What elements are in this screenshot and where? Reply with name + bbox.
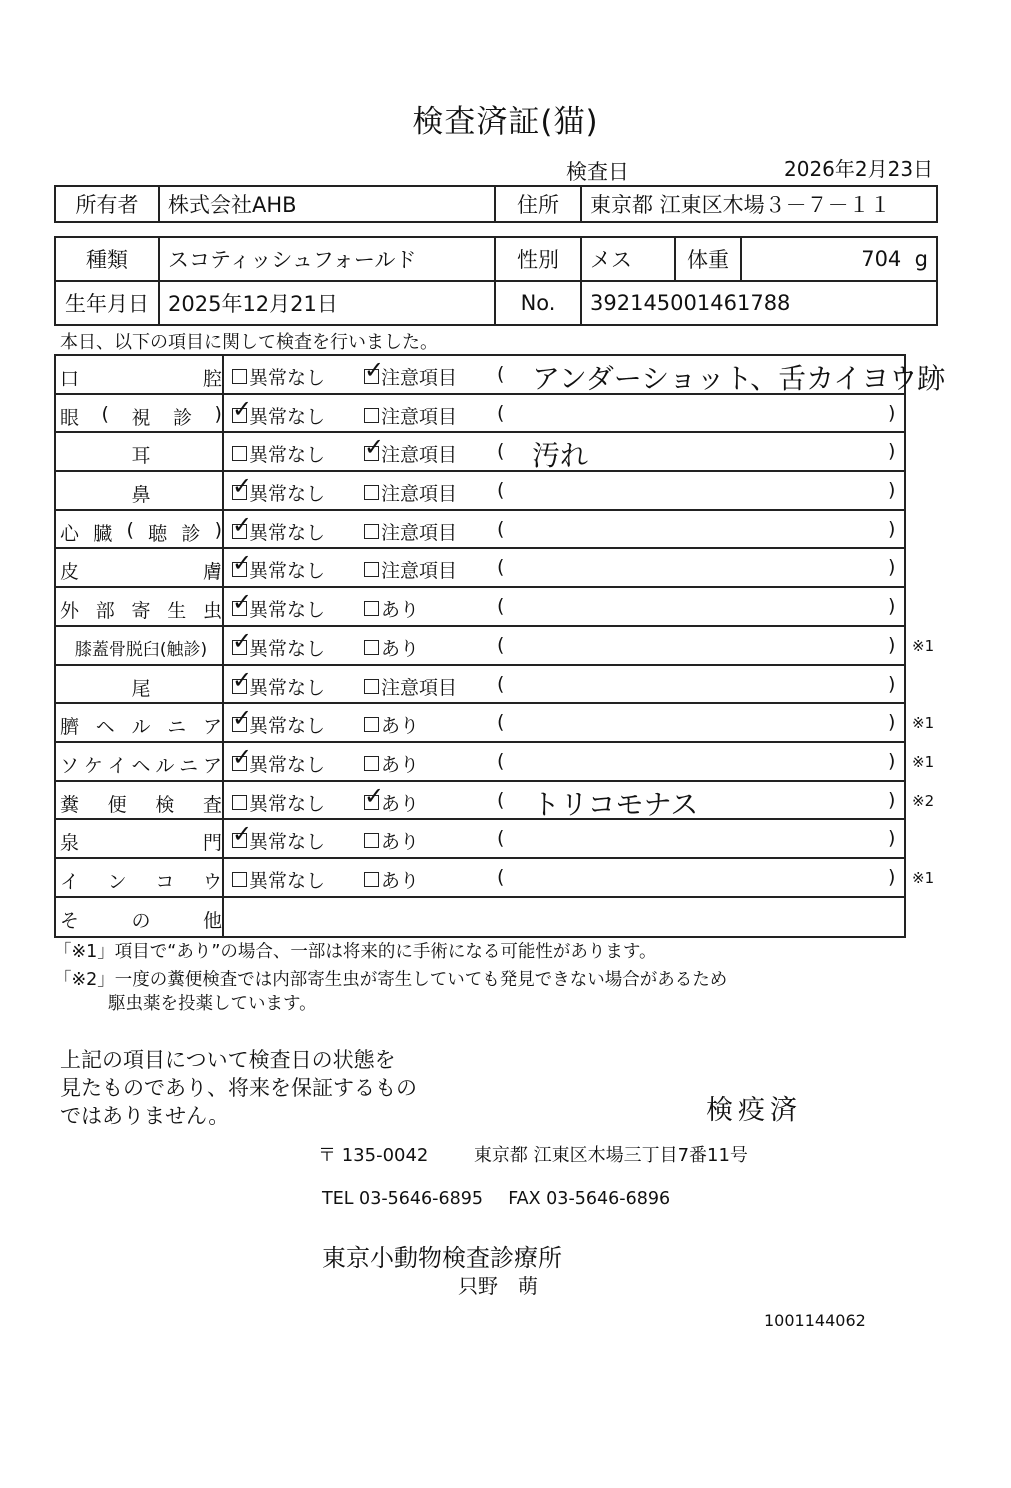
item-label	[60, 751, 222, 778]
handwritten-note: トリコモナス	[532, 787, 699, 821]
footnote-marker: ※2	[912, 791, 935, 810]
clinic-fax: FAX 03-5646-6896	[508, 1189, 671, 1209]
checkmark-icon: ✓	[232, 394, 253, 423]
disclaimer-line: 見たものであり、将来を保証するもの	[60, 1076, 417, 1100]
document-title: 検査済証(猫)	[412, 104, 599, 140]
column-divider	[222, 859, 224, 896]
item-label-char: ン	[107, 870, 127, 893]
item-label-char: 診	[181, 522, 201, 545]
item-label	[60, 364, 222, 391]
inspection-row	[56, 859, 935, 898]
finding-option[interactable]	[364, 781, 420, 816]
item-label-char: 査	[202, 793, 222, 816]
sex-label: 性別	[495, 237, 581, 281]
checkmark-icon: ✓	[232, 626, 253, 655]
checkmark-icon: ✓	[232, 742, 253, 771]
checkbox[interactable]	[232, 446, 247, 461]
item-label	[60, 790, 222, 817]
clinic-address: 東京都 江東区木場三丁目7番11号	[473, 1145, 748, 1166]
option-label: 注意項目	[381, 483, 458, 506]
note-paren-close: )	[888, 749, 896, 772]
checkmark-icon: ✓	[364, 433, 385, 462]
item-label-char: )	[214, 518, 222, 541]
item-label-char: 泉	[60, 832, 80, 855]
number-value: 392145001461788	[581, 281, 937, 325]
no-abnormality-option[interactable]	[232, 866, 325, 893]
checkbox[interactable]	[232, 510, 253, 539]
checkbox[interactable]	[364, 717, 379, 732]
weight-unit: g	[914, 247, 928, 271]
clinic-postal: 〒 135-0042	[318, 1145, 429, 1166]
option-label: 異常なし	[249, 444, 326, 467]
item-label-char: 虫	[202, 600, 222, 623]
inspection-row	[56, 626, 935, 666]
column-divider	[222, 782, 224, 819]
item-label-char: 皮	[60, 561, 80, 584]
item-label-char: ヘ	[131, 754, 151, 777]
checkbox[interactable]	[364, 601, 379, 616]
item-label-char: (	[101, 402, 109, 425]
item-label	[60, 557, 222, 584]
note-paren-open: (	[497, 711, 505, 734]
item-label-char: ニ	[179, 754, 199, 777]
option-label: あり	[381, 831, 420, 854]
option-label: 異常なし	[249, 869, 326, 892]
inspection-row	[56, 898, 904, 937]
item-label-char: ケ	[83, 754, 103, 777]
checkbox[interactable]	[364, 356, 385, 384]
item-label	[60, 596, 222, 623]
disclaimer-line: ではありません。	[60, 1104, 230, 1128]
option-label: 異常なし	[249, 483, 326, 506]
owner-label: 所有者	[55, 186, 159, 222]
item-label	[60, 712, 222, 739]
checkbox[interactable]	[364, 408, 379, 423]
checkbox[interactable]	[364, 485, 379, 500]
finding-option[interactable]	[364, 433, 458, 467]
item-label-char: イ	[107, 754, 127, 777]
note-paren-open: (	[497, 827, 505, 850]
disclaimer-line: 上記の項目について検査日の状態を	[60, 1048, 396, 1072]
option-label: 異常なし	[249, 599, 326, 622]
inspection-row	[56, 704, 935, 743]
owner-value: 株式会社AHB	[159, 186, 495, 222]
finding-option[interactable]	[364, 866, 419, 893]
option-label: 注意項目	[381, 367, 458, 389]
item-label-char: 視	[131, 406, 151, 429]
no-abnormality-option[interactable]	[232, 440, 325, 467]
handwritten-note: 汚れ	[532, 439, 589, 473]
item-label-char: ソ	[60, 754, 80, 777]
item-label-char: 臍	[60, 716, 80, 739]
item-label-char: (	[126, 518, 134, 541]
finding-option[interactable]	[364, 518, 457, 545]
clinic-address-line	[318, 1141, 748, 1167]
inspection-row	[56, 781, 935, 821]
inspection-row	[56, 511, 904, 550]
item-label	[60, 519, 222, 546]
item-label	[60, 828, 222, 855]
item-label	[60, 635, 222, 660]
note-paren-open: (	[497, 788, 505, 811]
column-divider	[222, 704, 224, 741]
note-paren-open: (	[497, 749, 505, 772]
item-label-char: 寄	[131, 600, 151, 623]
document-number: 1001144062	[764, 1311, 866, 1330]
checkbox[interactable]	[232, 820, 253, 849]
clinic-tel: TEL 03-5646-6895	[322, 1189, 484, 1209]
finding-option[interactable]	[364, 634, 419, 661]
footnote-marker: ※1	[912, 714, 935, 733]
item-label-char: イ	[60, 870, 80, 893]
inspection-row	[56, 395, 904, 434]
option-label: 異常なし	[249, 676, 326, 699]
inspection-row	[56, 549, 904, 588]
checkmark-icon: ✓	[232, 549, 253, 578]
finding-option[interactable]	[364, 673, 457, 700]
option-label: あり	[381, 753, 420, 776]
footnote-2: 「※2」一度の糞便検査では内部寄生虫が寄生していても発見できない場合があるため	[54, 970, 728, 990]
checkmark-icon: ✓	[364, 781, 385, 810]
checkbox[interactable]	[364, 781, 385, 810]
inspection-row	[56, 820, 904, 859]
checkbox[interactable]	[364, 679, 379, 694]
note-paren-close: )	[888, 865, 896, 888]
finding-option[interactable]	[364, 479, 457, 506]
item-label-char: 糞	[60, 793, 80, 816]
checkbox[interactable]	[232, 472, 253, 501]
checkbox[interactable]	[364, 756, 379, 771]
option-label: 注意項目	[381, 521, 458, 544]
checkmark-icon: ✓	[232, 472, 253, 501]
note-paren-open: (	[497, 672, 505, 695]
weight-cell	[741, 237, 937, 281]
item-label-char: 臓	[93, 522, 113, 545]
column-divider	[222, 472, 224, 509]
item-label-char: ニ	[167, 716, 187, 739]
item-label-char: 膝蓋骨脱臼(触診)	[74, 639, 208, 660]
checkmark-icon: ✓	[232, 704, 253, 733]
owner-table	[54, 185, 938, 223]
note-paren-close: )	[888, 401, 896, 424]
column-divider	[222, 395, 224, 432]
item-label-char: 聴	[148, 522, 168, 545]
address-label: 住所	[495, 186, 581, 222]
column-divider	[222, 820, 224, 857]
sex-value: メス	[581, 237, 675, 281]
option-label: 注意項目	[381, 560, 458, 583]
item-label-char: の	[131, 909, 151, 932]
note-paren-open: (	[497, 440, 505, 463]
checkbox[interactable]	[232, 665, 253, 694]
column-divider	[222, 666, 224, 703]
checkbox[interactable]	[232, 704, 253, 733]
note-paren-close: )	[888, 633, 896, 656]
item-label-char: 腔	[202, 368, 222, 390]
option-label: 異常なし	[249, 560, 326, 583]
item-label	[60, 674, 222, 701]
animal-table	[54, 236, 938, 326]
item-label-char: )	[214, 402, 222, 425]
item-label-char: 部	[95, 600, 115, 623]
checkmark-icon: ✓	[232, 665, 253, 694]
checkbox[interactable]	[232, 588, 253, 617]
note-paren-open: (	[497, 363, 505, 385]
item-label-char: ル	[131, 716, 151, 739]
quarantine-stamp: 検疫済	[706, 1095, 802, 1126]
item-label-char: ア	[202, 716, 222, 739]
note-paren-close: )	[888, 556, 896, 579]
option-label: あり	[381, 869, 420, 892]
item-label-char: 生	[167, 600, 187, 623]
checkbox[interactable]	[364, 872, 379, 887]
inspection-row	[56, 588, 904, 627]
option-label: 異常なし	[249, 637, 326, 660]
finding-option[interactable]	[364, 402, 457, 429]
note-paren-close: )	[888, 595, 896, 618]
finding-option[interactable]	[364, 595, 419, 622]
checkbox[interactable]	[364, 524, 379, 539]
note-paren-close: )	[888, 827, 896, 850]
column-divider	[222, 588, 224, 625]
option-label: あり	[381, 599, 420, 622]
checkbox[interactable]	[232, 549, 253, 578]
weight-label: 体重	[675, 237, 741, 281]
finding-option[interactable]	[364, 750, 419, 777]
item-label-char: 外	[60, 600, 80, 623]
column-divider	[222, 433, 224, 470]
note-paren-open: (	[497, 517, 505, 540]
no-abnormality-option[interactable]	[232, 820, 326, 854]
item-label-char: 眼	[60, 406, 80, 429]
footnote-2-cont: 駆虫薬を投薬しています。	[108, 994, 317, 1014]
item-label-char: 他	[202, 909, 222, 932]
option-label: あり	[381, 792, 420, 815]
option-label: 異常なし	[249, 521, 326, 544]
item-label-char: ル	[155, 754, 175, 777]
item-label-char: ア	[202, 754, 222, 777]
inspection-row	[56, 472, 904, 511]
note-paren-close: )	[888, 517, 896, 540]
footnote-marker: ※1	[912, 752, 935, 771]
finding-option[interactable]	[364, 556, 457, 583]
item-label	[60, 403, 222, 430]
item-label-char: そ	[60, 909, 80, 932]
note-paren-open: (	[497, 595, 505, 618]
option-label: 異常なし	[249, 405, 326, 428]
option-label: 注意項目	[381, 444, 458, 467]
option-label: 注意項目	[381, 676, 458, 699]
checkbox[interactable]	[232, 369, 247, 384]
no-abnormality-option[interactable]	[232, 789, 325, 816]
item-label-char: 診	[173, 406, 193, 429]
option-label: 異常なし	[249, 831, 326, 854]
note-paren-close: )	[888, 672, 896, 695]
intro-text: 本日、以下の項目に関して検査を行いました。	[60, 332, 438, 353]
clinic-name: 東京小動物検査診療所	[322, 1244, 562, 1272]
footnote-marker: ※1	[912, 868, 935, 887]
note-paren-close: )	[888, 479, 896, 502]
finding-option[interactable]	[364, 711, 419, 738]
item-label-char: ウ	[202, 870, 222, 893]
inspection-date-label: 検査日	[566, 160, 629, 184]
option-label: 異常なし	[249, 753, 326, 776]
column-divider	[222, 898, 224, 937]
address-value: 東京都 江東区木場３－７－１１	[581, 186, 937, 222]
note-paren-open: (	[497, 479, 505, 502]
column-divider	[222, 511, 224, 548]
no-abnormality-option[interactable]	[232, 626, 326, 661]
checkmark-icon: ✓	[232, 510, 253, 539]
column-divider	[222, 627, 224, 664]
column-divider	[222, 549, 224, 586]
inspection-row	[56, 433, 904, 472]
inspection-date-value: 2026年2月23日	[784, 157, 934, 181]
note-paren-close: )	[888, 788, 896, 811]
inspection-row	[56, 666, 904, 705]
note-paren-open: (	[497, 633, 505, 656]
item-label-char: 心	[60, 522, 80, 545]
birth-value: 2025年12月21日	[159, 281, 495, 325]
inspection-row	[56, 742, 935, 782]
footnote-1: 「※1」項目で“あり”の場合、一部は将来的に手術になる可能性があります。	[54, 942, 657, 962]
finding-option[interactable]	[364, 356, 458, 390]
option-label: 異常なし	[249, 715, 326, 738]
column-divider	[222, 743, 224, 780]
item-label	[60, 906, 222, 933]
veterinarian-name: 只野 萌	[458, 1274, 538, 1298]
note-paren-open: (	[497, 865, 505, 888]
weight-value: 704	[861, 247, 902, 271]
handwritten-note: アンダーショット、舌カイヨウ跡	[532, 362, 946, 395]
item-label	[60, 441, 222, 468]
number-label: No.	[495, 281, 581, 325]
no-abnormality-option[interactable]	[232, 510, 326, 545]
item-label-char: 耳	[131, 445, 151, 468]
checkbox[interactable]	[364, 433, 385, 462]
item-label	[60, 867, 222, 894]
checkbox[interactable]	[232, 626, 253, 655]
note-paren-close: )	[888, 440, 896, 463]
no-abnormality-option[interactable]	[232, 363, 325, 390]
no-abnormality-option[interactable]	[232, 394, 326, 429]
clinic-contact-line	[322, 1189, 670, 1209]
birth-label: 生年月日	[55, 281, 159, 325]
no-abnormality-option[interactable]	[232, 704, 326, 738]
finding-option[interactable]	[364, 827, 419, 854]
option-label: あり	[381, 715, 420, 738]
checkbox[interactable]	[364, 640, 379, 655]
item-label-char: 尾	[131, 677, 151, 700]
checkbox[interactable]	[364, 562, 379, 577]
checkmark-icon: ✓	[364, 356, 385, 384]
item-label-char: 口	[60, 368, 80, 390]
note-paren-close: )	[888, 711, 896, 734]
item-label	[60, 480, 222, 507]
item-label-char: 鼻	[131, 484, 151, 507]
option-label: 異常なし	[249, 792, 326, 815]
item-label-char: 門	[202, 832, 222, 855]
checkbox[interactable]	[232, 795, 247, 810]
item-label-char: 検	[155, 793, 175, 816]
breed-value: スコティッシュフォールド	[159, 237, 495, 281]
item-label-char: 膚	[202, 561, 222, 584]
breed-label: 種類	[55, 237, 159, 281]
option-label: 異常なし	[249, 367, 326, 389]
inspection-grid	[54, 354, 946, 938]
inspection-row	[56, 356, 946, 395]
item-label-char: コ	[155, 870, 175, 893]
no-abnormality-option[interactable]	[232, 742, 326, 777]
item-label-char: 便	[107, 793, 127, 816]
checkbox[interactable]	[232, 872, 247, 887]
checkbox[interactable]	[232, 742, 253, 771]
disclaimer-statement	[60, 1046, 417, 1130]
no-abnormality-option[interactable]	[232, 665, 326, 700]
option-label: あり	[381, 637, 420, 660]
column-divider	[222, 356, 224, 393]
no-abnormality-option[interactable]	[232, 472, 326, 506]
footnote-marker: ※1	[912, 636, 935, 655]
item-label-char: ヘ	[95, 716, 115, 739]
checkbox[interactable]	[364, 833, 379, 848]
option-label: 注意項目	[381, 405, 458, 428]
note-paren-open: (	[497, 556, 505, 579]
note-paren-open: (	[497, 401, 505, 424]
checkmark-icon: ✓	[232, 820, 253, 849]
checkbox[interactable]	[232, 394, 253, 423]
checkmark-icon: ✓	[232, 588, 253, 617]
no-abnormality-option[interactable]	[232, 549, 326, 583]
no-abnormality-option[interactable]	[232, 588, 326, 622]
